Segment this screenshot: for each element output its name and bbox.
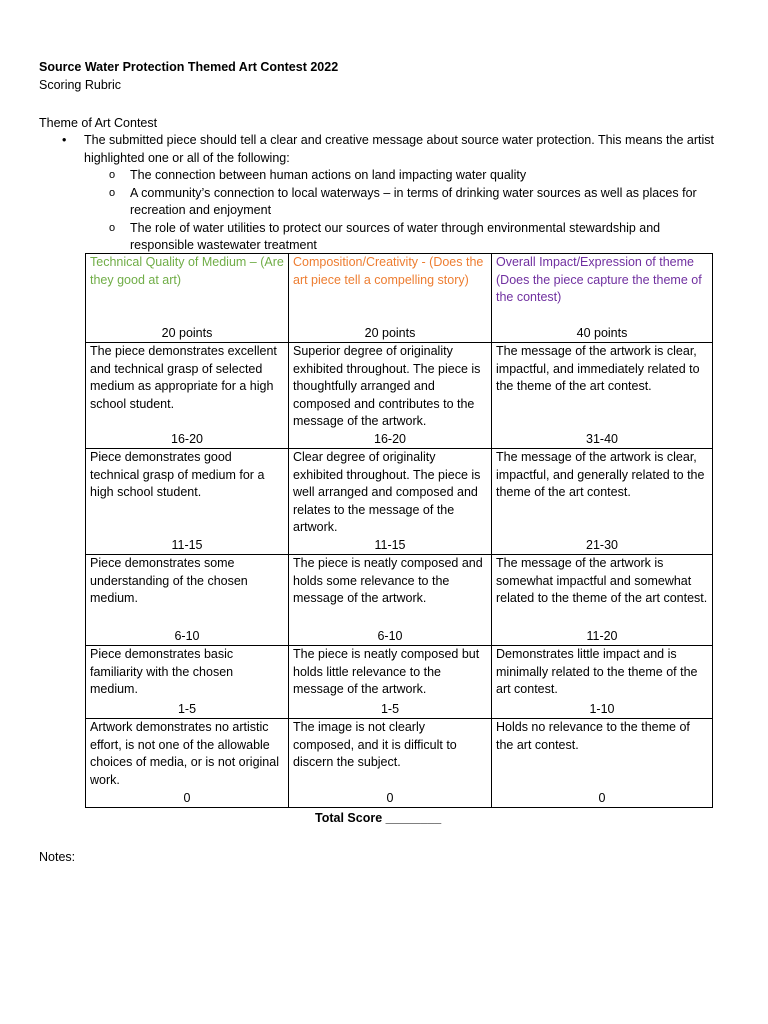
- rubric-cell: [492, 646, 713, 719]
- header-points: 20 points: [364, 325, 416, 340]
- cell-score: 11-15: [171, 537, 203, 552]
- header-points: 20 points: [161, 325, 213, 340]
- cell-description: Artwork demonstrates no artistic effort, is not one of the allowable choices of media, or is not original work.: [90, 720, 279, 787]
- rubric-cell: [492, 343, 713, 449]
- cell-description: Demonstrates little impact and is minimally related to the theme of the art contest.: [496, 647, 698, 696]
- cell-description: Clear degree of originality exhibited throughout. The piece is well arranged and composed and relates to the message of the artwork.: [293, 450, 481, 534]
- total-score-label: Total Score ________: [315, 811, 442, 825]
- header-composition-creativity: [289, 254, 492, 343]
- notes-label: Notes:: [39, 850, 76, 864]
- cell-description: Superior degree of originality exhibited throughout. The piece is thoughtfully arranged and composed and contributes to the message of the artwork.: [293, 344, 481, 428]
- cell-score: 1-10: [589, 701, 615, 716]
- scoring-rubric-table: [85, 253, 713, 808]
- cell-score: 31-40: [586, 431, 618, 446]
- sub-item-marker: o: [109, 169, 116, 181]
- cell-description: The message of the artwork is clear, impactful, and immediately related to the theme of the art contest.: [496, 344, 700, 393]
- rubric-cell: [492, 555, 713, 646]
- header-label: Technical Quality of Medium – (Are they good at art): [90, 255, 284, 287]
- sub-item-marker: o: [109, 186, 116, 199]
- rubric-row: [86, 555, 713, 646]
- rubric-row: [86, 343, 713, 449]
- rubric-cell: [289, 646, 492, 719]
- sub-item-list: [39, 167, 719, 255]
- cell-score: 0: [183, 790, 191, 805]
- rubric-cell: [492, 719, 713, 808]
- rubric-row: [86, 719, 713, 808]
- cell-description: The piece is neatly composed but holds little relevance to the message of the artwork.: [293, 647, 480, 696]
- cell-score: 1-5: [380, 701, 400, 716]
- rubric-header-row: [86, 254, 713, 343]
- cell-description: The image is not clearly composed, and it is difficult to discern the subject.: [293, 720, 457, 769]
- cell-description: Piece demonstrates some understanding of the chosen medium.: [90, 556, 248, 605]
- cell-description: Piece demonstrates basic familiarity with the chosen medium.: [90, 647, 234, 696]
- cell-score: 11-20: [586, 628, 618, 643]
- cell-description: The piece is neatly composed and holds some relevance to the message of the artwork.: [293, 556, 483, 605]
- sub-item: [39, 185, 719, 220]
- cell-description: The message of the artwork is clear, impactful, and generally related to the theme of the art contest.: [496, 450, 705, 499]
- header-label: Overall Impact/Expression of theme (Does the piece capture the theme of the contest): [496, 255, 702, 304]
- cell-description: Holds no relevance to the theme of the art contest.: [496, 720, 690, 752]
- cell-score: 11-15: [374, 537, 406, 552]
- cell-description: The piece demonstrates excellent and technical grasp of selected medium as appropriate for a high school student.: [90, 344, 277, 411]
- cell-score: 1-5: [177, 701, 197, 716]
- sub-item-text: The connection between human actions on land impacting water quality: [130, 168, 527, 182]
- bullet-text: The submitted piece should tell a clear and creative message about source water protection. This means the artist highlighted one or all of the following:: [84, 133, 714, 165]
- rubric-cell: [289, 449, 492, 555]
- header-overall-impact: [492, 254, 713, 343]
- cell-score: 0: [386, 790, 394, 805]
- rubric-cell: [86, 719, 289, 808]
- sub-item-text: The role of water utilities to protect our sources of water through environmental stewardship and responsible wastewater treatment: [130, 220, 661, 252]
- header-label: Composition/Creativity - (Does the art piece tell a compelling story): [293, 255, 484, 287]
- rubric-cell: [86, 343, 289, 449]
- cell-score: 16-20: [171, 431, 203, 446]
- sub-item-marker: o: [109, 221, 116, 234]
- rubric-cell: [289, 343, 492, 449]
- rubric-cell: [289, 719, 492, 808]
- cell-score: 16-20: [374, 431, 406, 446]
- theme-bullet: [39, 132, 719, 167]
- rubric-cell: [86, 449, 289, 555]
- cell-score: 0: [598, 790, 606, 805]
- cell-score: 6-10: [174, 628, 200, 643]
- theme-bullet-list: [39, 132, 719, 255]
- header-technical-quality: [86, 254, 289, 343]
- sub-item: [39, 220, 719, 255]
- rubric-cell: [289, 555, 492, 646]
- document-title: Source Water Protection Themed Art Contest 2022: [39, 60, 339, 74]
- cell-description: Piece demonstrates good technical grasp of medium for a high school student.: [90, 450, 265, 499]
- rubric-cell: [86, 646, 289, 719]
- sub-item-text: A community’s connection to local waterways – in terms of drinking water sources as well as places for recreation and enjoyment: [130, 185, 697, 217]
- theme-heading: Theme of Art Contest: [39, 116, 158, 130]
- document-subtitle: Scoring Rubric: [39, 78, 121, 92]
- rubric-row: [86, 449, 713, 555]
- cell-score: 6-10: [377, 628, 403, 643]
- bullet-marker: •: [62, 133, 67, 147]
- sub-item: [39, 167, 719, 185]
- header-points: 40 points: [576, 325, 628, 340]
- cell-score: 21-30: [586, 537, 618, 552]
- rubric-cell: [86, 555, 289, 646]
- cell-description: The message of the artwork is somewhat impactful and somewhat related to the theme of the art contest.: [496, 556, 708, 605]
- rubric-cell: [492, 449, 713, 555]
- rubric-row: [86, 646, 713, 719]
